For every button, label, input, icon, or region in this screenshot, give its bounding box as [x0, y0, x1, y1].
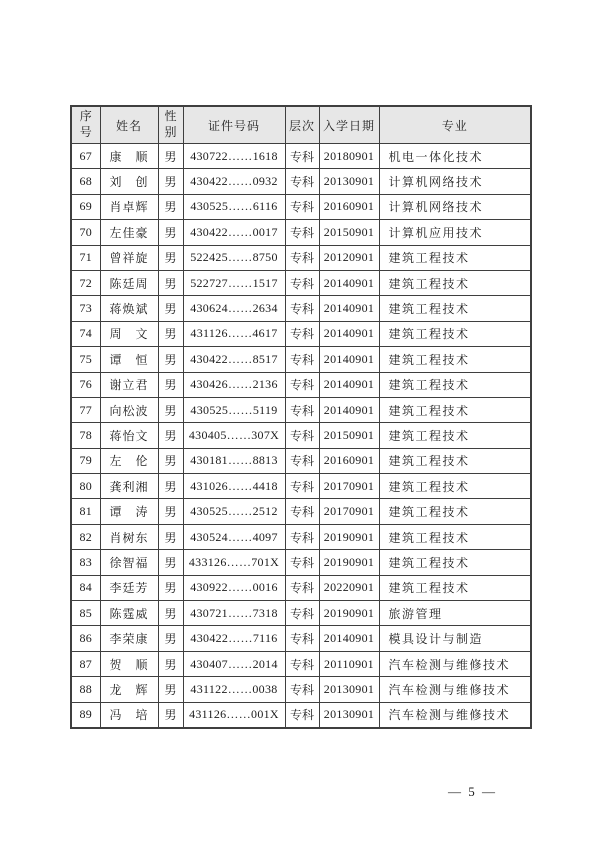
- seq-cell: 89: [71, 702, 100, 728]
- id-number-cell: 430721……7318: [183, 601, 285, 626]
- name-cell: 谭 涛: [100, 499, 158, 524]
- level-cell: 专科: [285, 372, 319, 397]
- name-cell: 左佳豪: [100, 220, 158, 245]
- gender-cell: 男: [158, 626, 183, 651]
- gender-cell: 男: [158, 423, 183, 448]
- seq-cell: 88: [71, 677, 100, 702]
- enroll-date-cell: 20140901: [319, 347, 379, 372]
- major-cell: 旅游管理: [379, 601, 531, 626]
- gender-cell: 男: [158, 397, 183, 422]
- column-header-label: 证件号码: [207, 118, 260, 133]
- major-cell: 建筑工程技术: [379, 423, 531, 448]
- level-cell: 专科: [285, 677, 319, 702]
- page-number: — 5 —: [448, 784, 497, 799]
- enroll-date-cell: 20150901: [319, 423, 379, 448]
- seq-cell: 82: [71, 524, 100, 549]
- major-cell: 建筑工程技术: [379, 550, 531, 575]
- major-cell: 建筑工程技术: [379, 575, 531, 600]
- seq-cell: 86: [71, 626, 100, 651]
- name-cell: 谭 恒: [100, 347, 158, 372]
- column-header-seq: [71, 106, 100, 144]
- id-number-cell: 430922……0016: [183, 575, 285, 600]
- level-cell: 专科: [285, 321, 319, 346]
- name-cell: 贺 顺: [100, 651, 158, 676]
- table-row: [71, 499, 531, 524]
- id-number-cell: 430422……8517: [183, 347, 285, 372]
- name-cell: 李廷芳: [100, 575, 158, 600]
- table-row: [71, 575, 531, 600]
- table-row: [71, 220, 531, 245]
- table-header-row: [71, 106, 531, 144]
- gender-cell: 男: [158, 448, 183, 473]
- seq-cell: 76: [71, 372, 100, 397]
- major-cell: 汽车检测与维修技术: [379, 651, 531, 676]
- major-cell: 计算机应用技术: [379, 220, 531, 245]
- table-row: [71, 245, 531, 270]
- name-cell: 冯 培: [100, 702, 158, 728]
- column-header-name: [100, 106, 158, 144]
- major-cell: 建筑工程技术: [379, 372, 531, 397]
- column-header-label: 序号: [79, 109, 92, 139]
- level-cell: 专科: [285, 144, 319, 169]
- enroll-date-cell: 20110901: [319, 651, 379, 676]
- column-header-label: 专业: [441, 118, 468, 133]
- gender-cell: 男: [158, 245, 183, 270]
- seq-cell: 83: [71, 550, 100, 575]
- enroll-date-cell: 20170901: [319, 499, 379, 524]
- table-row: [71, 474, 531, 499]
- seq-cell: 78: [71, 423, 100, 448]
- column-header-id-number: [183, 106, 285, 144]
- table-row: [71, 194, 531, 219]
- major-cell: 汽车检测与维修技术: [379, 677, 531, 702]
- enroll-date-cell: 20160901: [319, 194, 379, 219]
- level-cell: 专科: [285, 296, 319, 321]
- gender-cell: 男: [158, 372, 183, 397]
- level-cell: 专科: [285, 169, 319, 194]
- column-header-label: 姓名: [115, 118, 142, 133]
- enroll-date-cell: 20190901: [319, 550, 379, 575]
- level-cell: 专科: [285, 423, 319, 448]
- major-cell: 建筑工程技术: [379, 448, 531, 473]
- major-cell: 建筑工程技术: [379, 270, 531, 295]
- major-cell: 建筑工程技术: [379, 499, 531, 524]
- level-cell: 专科: [285, 220, 319, 245]
- seq-cell: 67: [71, 144, 100, 169]
- id-number-cell: 430722……1618: [183, 144, 285, 169]
- gender-cell: 男: [158, 169, 183, 194]
- table-row: [71, 397, 531, 422]
- table-row: [71, 626, 531, 651]
- name-cell: 徐智福: [100, 550, 158, 575]
- gender-cell: 男: [158, 474, 183, 499]
- name-cell: 肖树东: [100, 524, 158, 549]
- seq-cell: 69: [71, 194, 100, 219]
- seq-cell: 84: [71, 575, 100, 600]
- gender-cell: 男: [158, 347, 183, 372]
- id-number-cell: 430422……0932: [183, 169, 285, 194]
- enroll-date-cell: 20120901: [319, 245, 379, 270]
- major-cell: 计算机网络技术: [379, 169, 531, 194]
- gender-cell: 男: [158, 677, 183, 702]
- level-cell: 专科: [285, 347, 319, 372]
- level-cell: 专科: [285, 626, 319, 651]
- table-row: [71, 347, 531, 372]
- table-row: [71, 169, 531, 194]
- enroll-date-cell: 20220901: [319, 575, 379, 600]
- table-row: [71, 270, 531, 295]
- seq-cell: 68: [71, 169, 100, 194]
- major-cell: 机电一体化技术: [379, 144, 531, 169]
- id-number-cell: 430426……2136: [183, 372, 285, 397]
- table-row: [71, 550, 531, 575]
- table-row: [71, 677, 531, 702]
- table-row: [71, 144, 531, 169]
- id-number-cell: 430405……307X: [183, 423, 285, 448]
- major-cell: 建筑工程技术: [379, 474, 531, 499]
- column-header-enroll-date: [319, 106, 379, 144]
- enroll-date-cell: 20140901: [319, 372, 379, 397]
- enroll-date-cell: 20190901: [319, 524, 379, 549]
- name-cell: 曾祥旋: [100, 245, 158, 270]
- table-row: [71, 372, 531, 397]
- id-number-cell: 430525……5119: [183, 397, 285, 422]
- level-cell: 专科: [285, 575, 319, 600]
- table-row: [71, 296, 531, 321]
- seq-cell: 77: [71, 397, 100, 422]
- table-row: [71, 651, 531, 676]
- level-cell: 专科: [285, 474, 319, 499]
- name-cell: 龚利湘: [100, 474, 158, 499]
- major-cell: 计算机网络技术: [379, 194, 531, 219]
- major-cell: 建筑工程技术: [379, 245, 531, 270]
- gender-cell: 男: [158, 575, 183, 600]
- name-cell: 龙 辉: [100, 677, 158, 702]
- name-cell: 周 文: [100, 321, 158, 346]
- column-header-label: 入学日期: [322, 118, 375, 133]
- table-body: [71, 144, 531, 728]
- gender-cell: 男: [158, 270, 183, 295]
- level-cell: 专科: [285, 270, 319, 295]
- name-cell: 陈廷周: [100, 270, 158, 295]
- id-number-cell: 431126……4617: [183, 321, 285, 346]
- gender-cell: 男: [158, 321, 183, 346]
- id-number-cell: 430524……4097: [183, 524, 285, 549]
- id-number-cell: 431126……001X: [183, 702, 285, 728]
- enroll-date-cell: 20130901: [319, 677, 379, 702]
- name-cell: 康 顺: [100, 144, 158, 169]
- level-cell: 专科: [285, 601, 319, 626]
- enroll-date-cell: 20180901: [319, 144, 379, 169]
- column-header-gender: [158, 106, 183, 144]
- seq-cell: 70: [71, 220, 100, 245]
- seq-cell: 87: [71, 651, 100, 676]
- major-cell: 建筑工程技术: [379, 524, 531, 549]
- id-number-cell: 522727……1517: [183, 270, 285, 295]
- major-cell: 汽车检测与维修技术: [379, 702, 531, 728]
- name-cell: 李荣康: [100, 626, 158, 651]
- column-header-major: [379, 106, 531, 144]
- enroll-date-cell: 20130901: [319, 169, 379, 194]
- table-row: [71, 601, 531, 626]
- name-cell: 刘 创: [100, 169, 158, 194]
- name-cell: 左 伦: [100, 448, 158, 473]
- gender-cell: 男: [158, 524, 183, 549]
- id-number-cell: 430422……7116: [183, 626, 285, 651]
- major-cell: 建筑工程技术: [379, 321, 531, 346]
- level-cell: 专科: [285, 499, 319, 524]
- gender-cell: 男: [158, 702, 183, 728]
- id-number-cell: 430422……0017: [183, 220, 285, 245]
- gender-cell: 男: [158, 144, 183, 169]
- enroll-date-cell: 20160901: [319, 448, 379, 473]
- seq-cell: 72: [71, 270, 100, 295]
- gender-cell: 男: [158, 550, 183, 575]
- level-cell: 专科: [285, 245, 319, 270]
- major-cell: 建筑工程技术: [379, 347, 531, 372]
- seq-cell: 73: [71, 296, 100, 321]
- id-number-cell: 433126……701X: [183, 550, 285, 575]
- seq-cell: 75: [71, 347, 100, 372]
- column-header-label: 性别: [164, 109, 177, 139]
- major-cell: 建筑工程技术: [379, 296, 531, 321]
- id-number-cell: 431122……0038: [183, 677, 285, 702]
- level-cell: 专科: [285, 550, 319, 575]
- name-cell: 肖卓辉: [100, 194, 158, 219]
- gender-cell: 男: [158, 220, 183, 245]
- gender-cell: 男: [158, 601, 183, 626]
- table-row: [71, 524, 531, 549]
- table-row: [71, 702, 531, 728]
- name-cell: 向松波: [100, 397, 158, 422]
- seq-cell: 85: [71, 601, 100, 626]
- seq-cell: 80: [71, 474, 100, 499]
- enroll-date-cell: 20140901: [319, 296, 379, 321]
- id-number-cell: 430181……8813: [183, 448, 285, 473]
- id-number-cell: 431026……4418: [183, 474, 285, 499]
- id-number-cell: 430525……6116: [183, 194, 285, 219]
- id-number-cell: 522425……8750: [183, 245, 285, 270]
- level-cell: 专科: [285, 651, 319, 676]
- table-row: [71, 448, 531, 473]
- table-row: [71, 423, 531, 448]
- student-roster-table: [70, 105, 532, 729]
- major-cell: 建筑工程技术: [379, 397, 531, 422]
- name-cell: 蒋怡文: [100, 423, 158, 448]
- name-cell: 谢立君: [100, 372, 158, 397]
- level-cell: 专科: [285, 448, 319, 473]
- seq-cell: 71: [71, 245, 100, 270]
- enroll-date-cell: 20140901: [319, 321, 379, 346]
- seq-cell: 74: [71, 321, 100, 346]
- column-header-level: [285, 106, 319, 144]
- seq-cell: 81: [71, 499, 100, 524]
- id-number-cell: 430525……2512: [183, 499, 285, 524]
- name-cell: 陈霆威: [100, 601, 158, 626]
- gender-cell: 男: [158, 651, 183, 676]
- enroll-date-cell: 20190901: [319, 601, 379, 626]
- name-cell: 蒋焕斌: [100, 296, 158, 321]
- enroll-date-cell: 20150901: [319, 220, 379, 245]
- enroll-date-cell: 20140901: [319, 270, 379, 295]
- enroll-date-cell: 20130901: [319, 702, 379, 728]
- major-cell: 模具设计与制造: [379, 626, 531, 651]
- id-number-cell: 430407……2014: [183, 651, 285, 676]
- level-cell: 专科: [285, 702, 319, 728]
- level-cell: 专科: [285, 397, 319, 422]
- level-cell: 专科: [285, 524, 319, 549]
- gender-cell: 男: [158, 499, 183, 524]
- gender-cell: 男: [158, 296, 183, 321]
- id-number-cell: 430624……2634: [183, 296, 285, 321]
- enroll-date-cell: 20170901: [319, 474, 379, 499]
- gender-cell: 男: [158, 194, 183, 219]
- enroll-date-cell: 20140901: [319, 397, 379, 422]
- seq-cell: 79: [71, 448, 100, 473]
- table-row: [71, 321, 531, 346]
- level-cell: 专科: [285, 194, 319, 219]
- enroll-date-cell: 20140901: [319, 626, 379, 651]
- column-header-label: 层次: [288, 118, 315, 133]
